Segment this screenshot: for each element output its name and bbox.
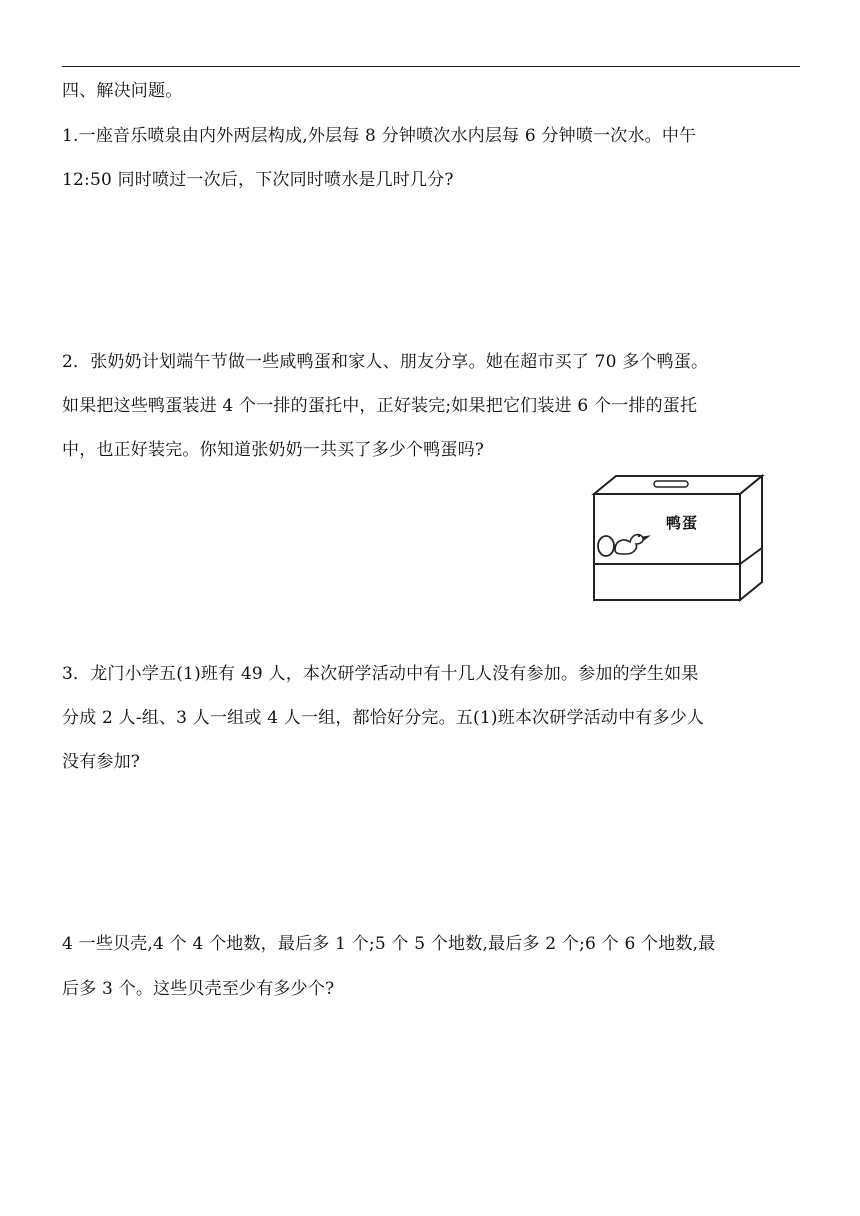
problem-3-line-1: 3．龙门小学五(1)班有 49 人，本次研学活动中有十几人没有参加。参加的学生如果 xyxy=(62,664,699,684)
section-heading: 四、解决问题。 xyxy=(62,81,183,101)
problem-2-line-3: 中，也正好装完。你知道张奶奶一共买了多少个鸭蛋吗? xyxy=(62,440,485,460)
problem-2-line-2: 如果把这些鸭蛋装进 4 个一排的蛋托中，正好装完;如果把它们装进 6 个一排的蛋托 xyxy=(62,396,698,416)
problem-1-line-2: 12:50 同时喷过一次后，下次同时喷水是几时几分? xyxy=(62,170,454,190)
duck-egg-box-illustration xyxy=(588,472,768,617)
problem-3-line-3: 没有参加? xyxy=(62,752,141,772)
problem-4-line-1: 4 一些贝壳,4 个 4 个地数，最后多 1 个;5 个 5 个地数,最后多 2 个;6 个 6 个地数,最 xyxy=(62,934,716,954)
problem-4-line-2: 后多 3 个。这些贝壳至少有多少个? xyxy=(62,979,335,999)
egg-box-label: 鸭蛋 xyxy=(666,514,699,532)
egg-box-drawing xyxy=(588,472,768,617)
problem-1-line-1: 1.一座音乐喷泉由内外两层构成,外层每 8 分钟喷次水内层每 6 分钟喷一次水。中午 xyxy=(62,126,697,146)
problem-3-line-2: 分成 2 人-组、3 人一组或 4 人一组，都恰好分完。五(1)班本次研学活动中有多少人 xyxy=(62,708,705,728)
problem-2-line-1: 2．张奶奶计划端午节做一些咸鸭蛋和家人、朋友分享。她在超市买了 70 多个鸭蛋。 xyxy=(62,352,709,372)
header-rule xyxy=(62,66,800,67)
